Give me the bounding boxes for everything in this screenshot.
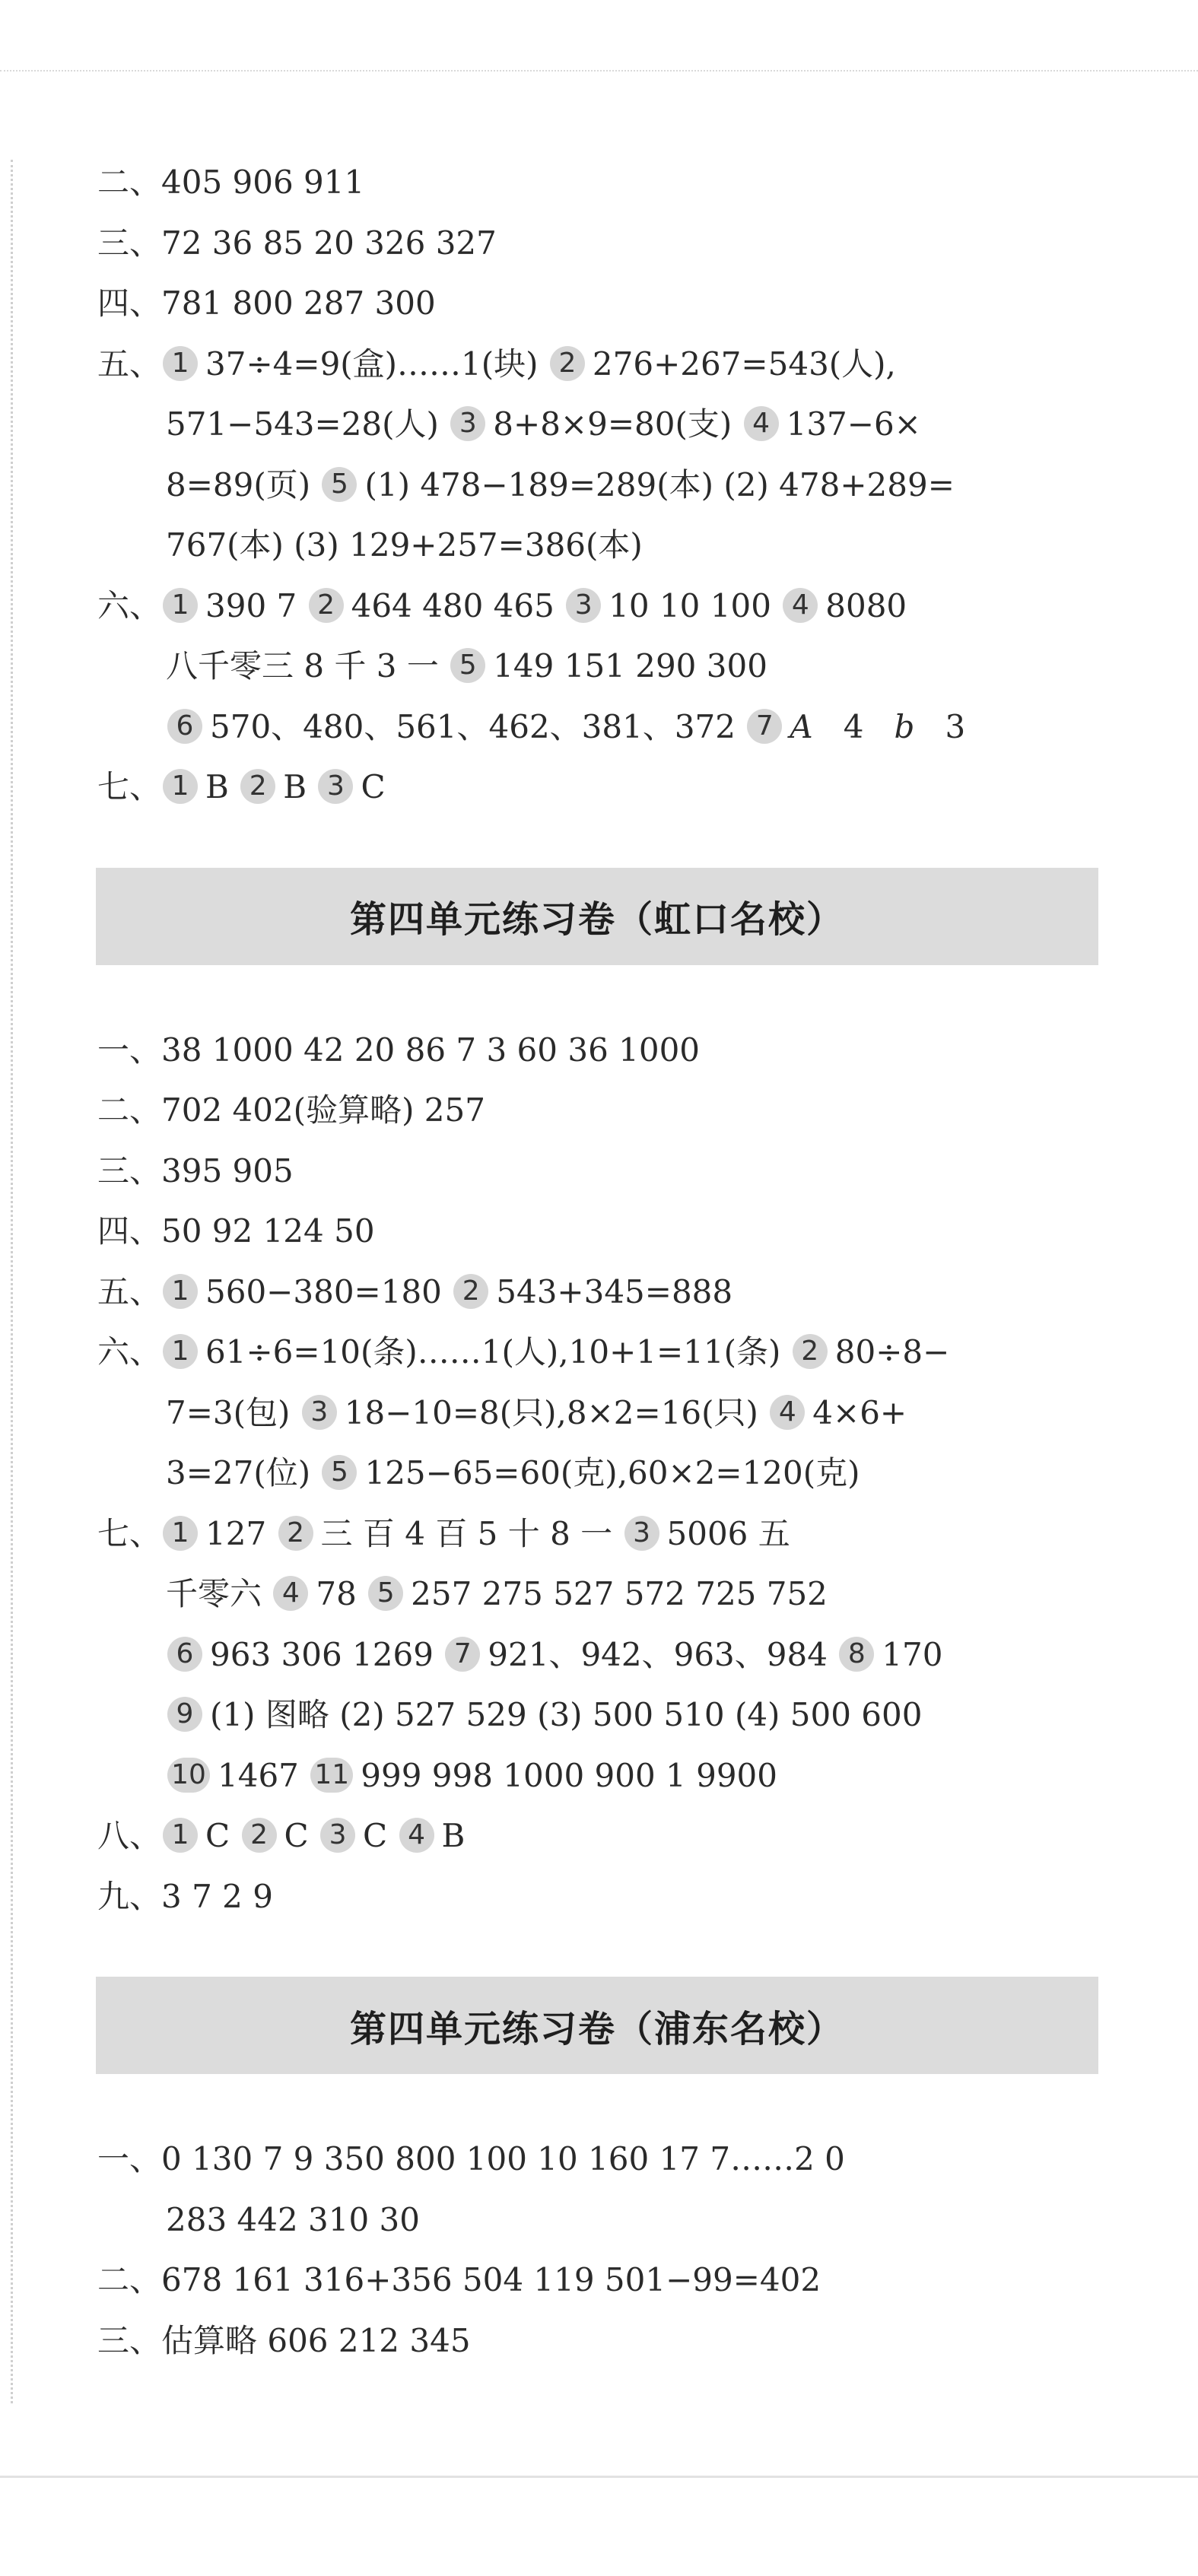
item-number-badge: 7	[747, 709, 782, 744]
answer-text: 390 7	[205, 586, 307, 624]
answer-text: 1467	[218, 1756, 310, 1794]
item-number-badge: 3	[320, 1818, 355, 1853]
answer-text: (1) 图略 (2) 527 529 (3) 500 510 (4) 500 600	[210, 1696, 923, 1733]
answer-line	[97, 394, 1101, 455]
answer-line: 二、678 161 316+356 504 119 501−99=402	[97, 2261, 821, 2298]
answer-text: 570、480、561、462、381、372	[210, 707, 746, 745]
answer-line	[97, 636, 1101, 697]
answer-content	[97, 152, 1101, 2371]
answer-text: 999 998 1000 900 1 9900	[361, 1756, 777, 1794]
answer-text: 276+267=543(人),	[592, 345, 896, 383]
answer-text: 7=3(包)	[166, 1393, 300, 1431]
answer-text: 8=89(页)	[166, 465, 321, 503]
answer-line	[97, 1504, 1101, 1564]
answer-text: 千零六	[166, 1575, 272, 1612]
answer-line	[97, 455, 1101, 516]
item-number-badge: 1	[163, 346, 198, 381]
answer-text: 257 275 527 572 725 752	[411, 1575, 828, 1612]
answer-text: 4	[843, 707, 864, 745]
answer-text: 3	[945, 707, 966, 745]
answer-line: 767(本) (3) 129+257=386(本)	[166, 526, 643, 564]
answer-text: 560−380=180	[205, 1272, 453, 1310]
answer-line	[97, 1685, 1101, 1745]
question-label: 六、	[97, 1333, 162, 1371]
item-number-badge: 3	[450, 406, 485, 441]
question-label: 五、	[97, 345, 162, 383]
answers-section-1	[97, 152, 1101, 818]
answer-text: (1) 478−189=289(本) (2) 478+289=	[364, 465, 955, 503]
item-number-badge: 1	[163, 769, 198, 804]
answer-text: C	[361, 768, 386, 805]
answer-text: 571−543=28(人)	[166, 405, 450, 443]
answer-line: 一、38 1000 42 20 86 7 3 60 36 1000	[97, 1031, 701, 1069]
item-number-badge: 5	[322, 467, 357, 502]
item-number-badge: 1	[163, 1274, 198, 1309]
answer-line: 四、781 800 287 300	[97, 284, 436, 322]
answer-text: 464 480 465	[351, 586, 565, 624]
item-number-badge: 4	[770, 1395, 805, 1430]
answer-line	[97, 334, 1101, 395]
answer-text: A	[790, 707, 813, 745]
answer-line	[97, 1262, 1101, 1323]
answer-line: 一、0 130 7 9 350 800 100 10 160 17 7……2 0	[97, 2140, 845, 2177]
answer-text: 125−65=60(克),60×2=120(克)	[364, 1454, 860, 1491]
item-number-badge: 8	[839, 1637, 874, 1672]
answer-text: 18−10=8(只),8×2=16(只)	[344, 1393, 769, 1431]
item-number-badge: 7	[445, 1637, 480, 1672]
answer-text: 78	[316, 1575, 367, 1612]
item-number-badge: 2	[240, 769, 275, 804]
item-number-badge: 2	[278, 1516, 313, 1551]
item-number-badge: 2	[550, 346, 585, 381]
answer-text: 963 306 1269	[210, 1635, 444, 1673]
page-bottom-rule	[0, 2476, 1198, 2478]
answer-text: 3=27(位)	[166, 1454, 321, 1491]
answer-line	[97, 1625, 1101, 1685]
answer-text: 8080	[825, 586, 907, 624]
answer-text: 4×6+	[812, 1393, 907, 1431]
question-label: 七、	[97, 768, 162, 805]
question-label: 八、	[97, 1817, 162, 1854]
question-label: 六、	[97, 586, 162, 624]
answer-text: 八千零三 8 千 3 一	[166, 647, 450, 684]
answer-text: B	[441, 1817, 466, 1854]
answer-line	[97, 576, 1101, 637]
answer-line	[97, 757, 1101, 818]
item-number-badge: 1	[163, 1818, 198, 1853]
answer-line: 九、3 7 2 9	[97, 1877, 273, 1915]
answer-line	[97, 1745, 1101, 1806]
answer-line: 二、405 906 911	[97, 164, 365, 201]
answer-text: b	[894, 707, 915, 745]
answer-text: 61÷6=10(条)……1(人),10+1=11(条)	[205, 1333, 791, 1371]
answer-text: 5006 五	[666, 1514, 790, 1552]
answer-text: 三 百 4 百 5 十 8 一	[320, 1514, 623, 1552]
item-number-badge: 4	[273, 1576, 308, 1611]
answer-line: 二、702 402(验算略) 257	[97, 1091, 485, 1129]
answer-text: 543+345=888	[496, 1272, 733, 1310]
answer-line: 三、72 36 85 20 326 327	[97, 224, 497, 262]
item-number-badge: 3	[566, 588, 601, 623]
answer-text: 37÷4=9(盒)……1(块)	[205, 345, 548, 383]
item-number-badge: 6	[167, 709, 202, 744]
answers-section-3	[97, 2129, 1101, 2371]
answer-line	[97, 1806, 1101, 1866]
answer-text: 8+8×9=80(支)	[493, 405, 742, 443]
item-number-badge: 4	[399, 1818, 434, 1853]
answer-line	[97, 1443, 1101, 1504]
item-number-badge: 1	[163, 1516, 198, 1551]
item-number-badge: 2	[309, 588, 344, 623]
item-number-badge: 4	[783, 588, 818, 623]
section-title-banner: 第四单元练习卷（浦东名校）	[96, 1977, 1098, 2074]
item-number-badge: 6	[167, 1637, 202, 1672]
item-number-badge: 2	[793, 1334, 828, 1369]
item-number-badge: 5	[450, 648, 485, 683]
answer-text: 149 151 290 300	[493, 647, 767, 684]
answer-line: 283 442 310 30	[166, 2200, 420, 2238]
answer-text: B	[283, 768, 317, 805]
item-number-badge: 3	[624, 1516, 659, 1551]
item-number-badge: 11	[310, 1758, 353, 1793]
answer-line	[97, 1564, 1101, 1625]
question-label: 五、	[97, 1272, 162, 1310]
item-number-badge: 2	[453, 1274, 488, 1309]
answer-text: 137−6×	[786, 405, 921, 443]
answer-text: 170	[882, 1635, 943, 1673]
answer-line	[97, 697, 1101, 758]
item-number-badge: 1	[163, 588, 198, 623]
answer-line: 三、395 905	[97, 1151, 294, 1190]
answers-section-2	[97, 1020, 1101, 1927]
page-top-rule	[0, 70, 1198, 71]
item-number-badge: 5	[322, 1455, 357, 1490]
answer-text: C	[205, 1817, 240, 1854]
item-number-badge: 3	[302, 1395, 337, 1430]
item-number-badge: 4	[744, 406, 779, 441]
answer-text: 80÷8−	[834, 1333, 950, 1371]
answer-line: 三、估算略 606 212 345	[97, 2321, 471, 2359]
item-number-badge: 10	[167, 1758, 210, 1793]
item-number-badge: 2	[242, 1818, 277, 1853]
question-label: 七、	[97, 1514, 162, 1552]
answer-text: B	[205, 768, 240, 805]
answer-text: C	[363, 1817, 398, 1854]
item-number-badge: 9	[167, 1697, 202, 1732]
item-number-badge: 1	[163, 1334, 198, 1369]
answer-text: C	[284, 1817, 319, 1854]
margin-dotted-line	[11, 160, 13, 2403]
item-number-badge: 3	[318, 769, 353, 804]
answer-text: 127	[205, 1514, 277, 1552]
item-number-badge: 5	[368, 1576, 403, 1611]
answer-line	[97, 1322, 1101, 1383]
section-title-banner: 第四单元练习卷（虹口名校）	[96, 868, 1098, 965]
answer-text: 10 10 100	[609, 586, 782, 624]
answer-text: 921、942、963、984	[488, 1635, 838, 1673]
answer-line: 四、50 92 124 50	[97, 1212, 375, 1250]
answer-line	[97, 1383, 1101, 1444]
